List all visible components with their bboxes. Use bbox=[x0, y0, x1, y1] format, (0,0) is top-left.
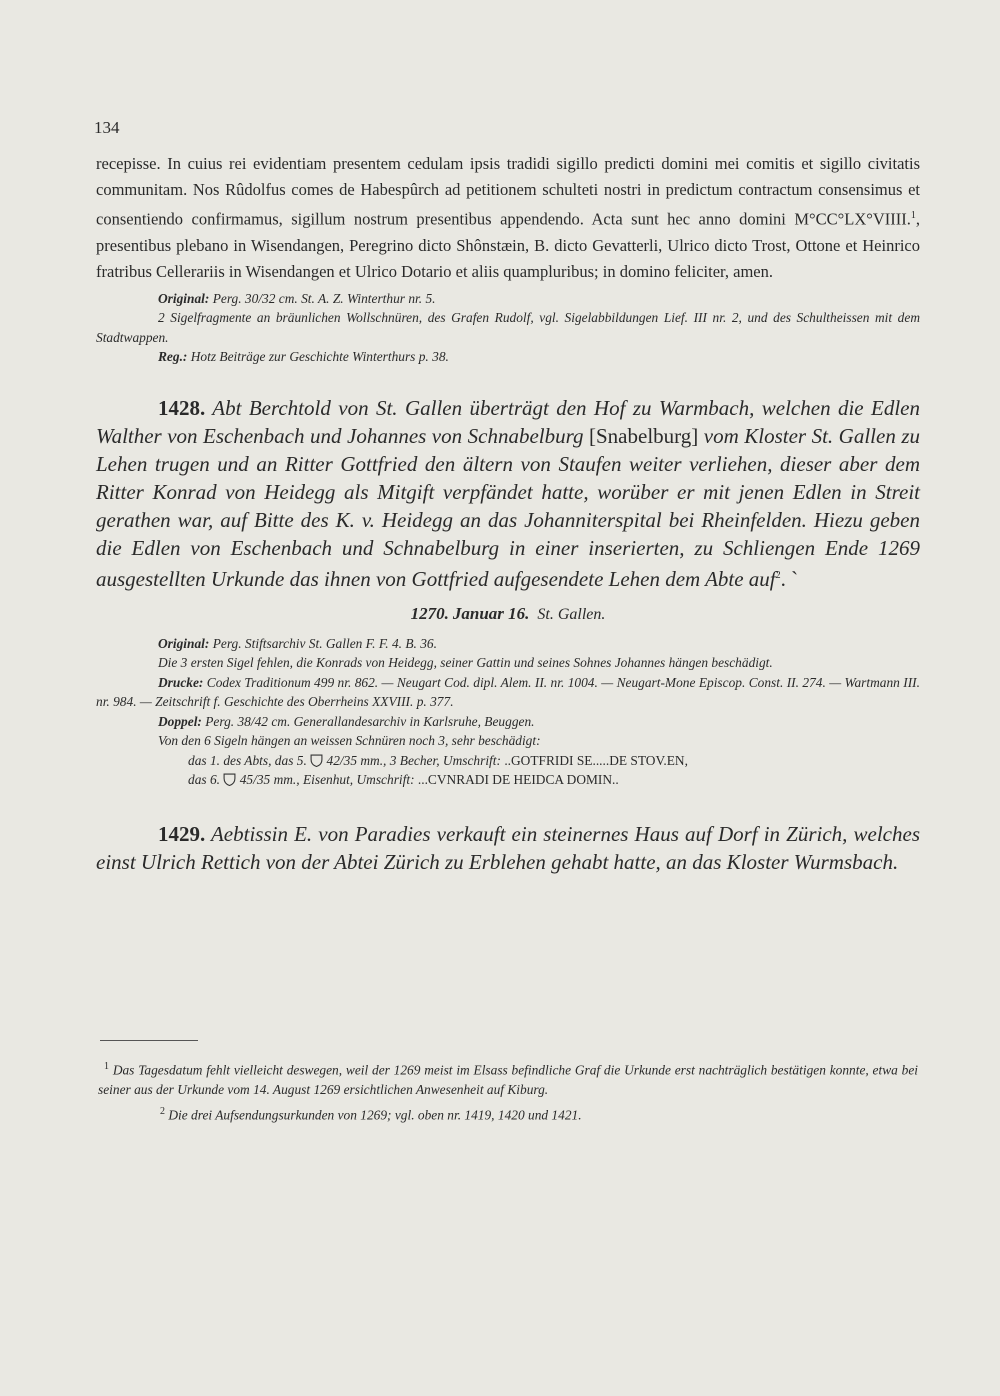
entry-number: 1428. bbox=[158, 395, 206, 420]
note-doppel: Doppel: Perg. 38/42 cm. Generallandesarchiv in Karlsruhe, Beuggen. bbox=[158, 713, 535, 729]
entry-1428-date: 1270. Januar 16. St. Gallen. bbox=[410, 603, 606, 623]
intro-paragraph bbox=[96, 151, 920, 285]
footnote-ref-2[interactable]: 2 bbox=[775, 569, 781, 581]
entry-1428-notes bbox=[96, 634, 920, 790]
footnote-1: $^1$ Das Tagesdatum fehlt vielleicht deswegen, weil der 1269 meist im Elsass befindliche Graf die Urkunde erst nachträglich bestätigen konnte, etwa bei seiner aus der Urkunde vom 14. August 1269 ersichtlichen Anwesenheit auf Kiburg. bbox=[98, 1061, 918, 1097]
footnotes bbox=[98, 1057, 918, 1125]
entry-1428-heading: 1428. Abt Berchtold von St. Gallen überträgt den Hof zu Warmbach, welchen die Edlen Walther von Eschenbach und Johannes von Schnabelburg [Snabelburg] vom Kloster St. Gallen zu Lehen trugen und an Ritter Gottfried den ältern von Staufen weiter verliehen, dieser aber dem Ritter Konrad von Heidegg als Mitgift verpfändet hatte, worüber er mit jenen Edlen in Streit gerathen war, auf Bitte des K. v. Heidegg an das Johanniterspital bei Rheinfelden. Hiezu geben die Edlen von Eschenbach und Schnabelburg in einer inserierten, zu Schliengen Ende 1269 ausgestellten Urkunde das ihnen von Gottfried aufgesendete Lehen dem Abte auf$^2$. ˋ bbox=[96, 395, 920, 591]
note-sigel: 2 Sigelfragmente an bräunlichen Wollschnüren, des Grafen Rudolf, vgl. Sigelabbildungen Lief. III nr. 2, und des Schultheissen mit dem Stadtwappen. bbox=[96, 310, 920, 345]
footnote-divider bbox=[100, 1040, 198, 1041]
note-original: Original: Perg. Stiftsarchiv St. Gallen F. F. 4. B. 36. bbox=[158, 635, 437, 651]
note-original: Original: Perg. 30/32 cm. St. A. Z. Winterthur nr. 5. bbox=[158, 290, 436, 306]
page-number: 134 bbox=[94, 118, 120, 137]
intro-text-2: , presentibus plebano in Wisendangen, Peregrino dicto Shônstæin, B. dicto Gevatterli, Ulrico dicto Trost, Ottone et Heinrico fratribus Cellerariis in Wisendangen et Ulrico Dotario et aliis quampluribus; in domino feliciter, amen. bbox=[96, 209, 920, 281]
note-seal-2: das 6. 45/35 mm., Eisenhut, Umschrift: ...CVNRADI DE HEIDCA DOMIN.. bbox=[188, 772, 619, 787]
footnote-2: $^2$ Die drei Aufsendungsurkunden von 1269; vgl. oben nr. 1419, 1420 und 1421. bbox=[160, 1106, 582, 1123]
shield-icon bbox=[223, 773, 236, 786]
intro-block bbox=[96, 151, 920, 876]
intro-text-1: recepisse. In cuius rei evidentiam presentem cedulam ipsis tradidi sigillo predicti domini mei comitis et sigillo civitatis communitam. Nos Rûdolfus comes de Habespûrch ad petitionem schulteti nostri in predictum contractum consensimus et consentiendo confirmamus, sigillum nostrum presentibus appendendo. Acta sunt hec anno domini M°CC°LX°VIIII. bbox=[96, 154, 920, 229]
footnote-ref-1[interactable]: 1 bbox=[910, 210, 916, 221]
note-sigel: Die 3 ersten Sigel fehlen, die Konrads von Heidegg, seiner Gattin und seines Sohnes Johannes hängen beschädigt. bbox=[158, 655, 773, 670]
note-doppel-sigel: Von den 6 Sigeln hängen an weissen Schnüren noch 3, sehr beschädigt: bbox=[158, 733, 541, 748]
entry-number: 1429. bbox=[158, 821, 206, 846]
note-regest: Reg.: Hotz Beiträge zur Geschichte Winterthurs p. 38. bbox=[158, 349, 449, 364]
note-seal-1: das 1. des Abts, das 5. 42/35 mm., 3 Becher, Umschrift: ..GOTFRIDI SE.....DE STOV.EN, bbox=[188, 752, 688, 768]
shield-icon bbox=[310, 754, 323, 767]
entry-1429-heading: 1429. Aebtissin E. von Paradies verkauft ein steinernes Haus auf Dorf in Zürich, welches einst Ulrich Rettich von der Abtei Zürich zu Erblehen gehabt hatte, an das Kloster Wurmsbach. bbox=[96, 821, 920, 874]
intro-notes bbox=[96, 289, 920, 367]
note-drucke: Drucke: Codex Traditionum 499 nr. 862. — Neugart Cod. dipl. Alem. II. nr. 1004. — Neugart-Mone Episcop. Const. II. 274. — Wartmann III. nr. 984. — Zeitschrift f. Geschichte des Oberrheins XXVIII. p. 377. bbox=[96, 674, 920, 709]
